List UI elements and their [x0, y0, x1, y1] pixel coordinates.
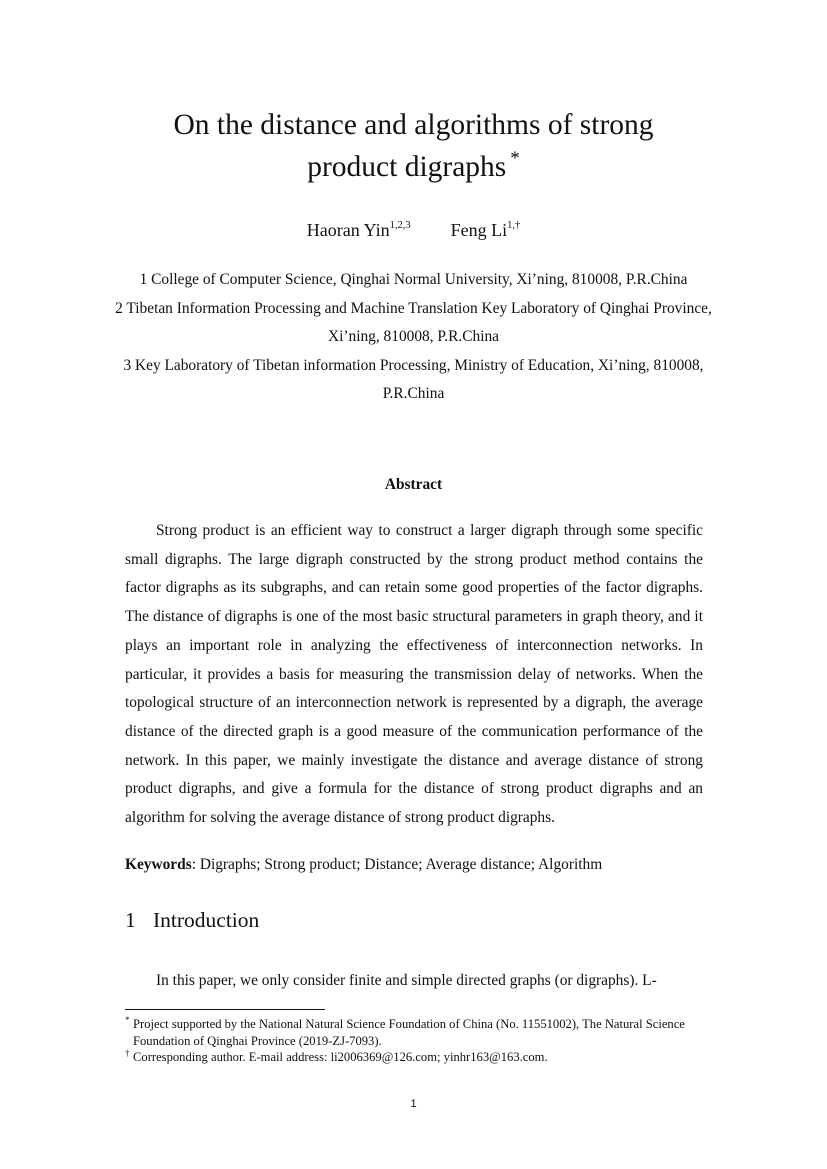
- affiliation: 1 College of Computer Science, Qinghai Normal University, Xi’ning, 810008, P.R.China: [139, 271, 688, 288]
- title-line-2: [0, 146, 827, 188]
- section-number: 1: [125, 908, 136, 932]
- footnote-divider: [125, 1009, 325, 1010]
- keywords-list: : Digraphs; Strong product; Distance; Average distance; Algorithm: [191, 856, 603, 873]
- author-list: [0, 218, 827, 242]
- author-affiliation-mark: 1,†: [507, 220, 521, 231]
- author: [451, 220, 521, 240]
- footnote: [125, 1049, 703, 1066]
- keywords: [125, 851, 703, 879]
- section-heading: [125, 905, 259, 935]
- footnote-mark: †: [125, 1048, 130, 1058]
- page-number: 1: [410, 1098, 417, 1110]
- intro-paragraph: In this paper, we only consider finite and simple directed graphs (or digraphs). L-: [156, 972, 657, 989]
- affiliation-list: [110, 266, 717, 409]
- title-line-1: On the distance and algorithms of strong: [173, 109, 654, 141]
- footnote-mark: *: [125, 1015, 130, 1025]
- keywords-label: Keywords: [125, 856, 192, 873]
- paper-title: [0, 104, 827, 188]
- affiliation: 3 Key Laboratory of Tibetan information Processing, Ministry of Education, Xi’ning, 810008, P.R.China: [123, 356, 704, 402]
- footnote-text: Corresponding author. E-mail address: li2006369@126.com; yinhr163@163.com.: [133, 1050, 548, 1064]
- title-line-2-text: product digraphs: [307, 151, 507, 183]
- footnote: [125, 1016, 703, 1049]
- abstract-body: Strong product is an efficient way to construct a larger digraph through some specific small digraphs. The large digraph constructed by the strong product method contains the factor digraphs as its subgraphs, and can retain some good properties of the factor digraphs. The distance of digraphs is one of the most basic structural parameters in graph theory, and it plays an important role in analyzing the effectiveness of interconnection networks. In particular, it provides a basis for measuring the transmission delay of networks. When the topological structure of an interconnection network is represented by a digraph, the average distance of the directed graph is a good measure of the communication performance of the network. In this paper, we mainly investigate the distance and average distance of strong product digraphs, and give a formula for the distance of strong product digraphs and an algorithm for solving the average distance of strong product digraphs.: [125, 522, 703, 827]
- title-footnote-mark: *: [510, 148, 520, 169]
- affiliation: 2 Tibetan Information Processing and Machine Translation Key Laboratory of Qinghai Province, Xi’ning, 810008, P.R.China: [115, 299, 712, 345]
- footnotes: [125, 1016, 703, 1066]
- author-affiliation-mark: 1,2,3: [389, 220, 411, 231]
- footnote-text: Project supported by the National Natural Science Foundation of China (No. 11551002), The Natural Science Foundation of Qinghai Province (2019-ZJ-7093).: [133, 1017, 685, 1048]
- author: [307, 220, 411, 240]
- abstract-heading: Abstract: [384, 476, 443, 493]
- author-name: Haoran Yin: [306, 220, 390, 240]
- author-name: Feng Li: [450, 220, 508, 240]
- section-title: Introduction: [153, 908, 260, 932]
